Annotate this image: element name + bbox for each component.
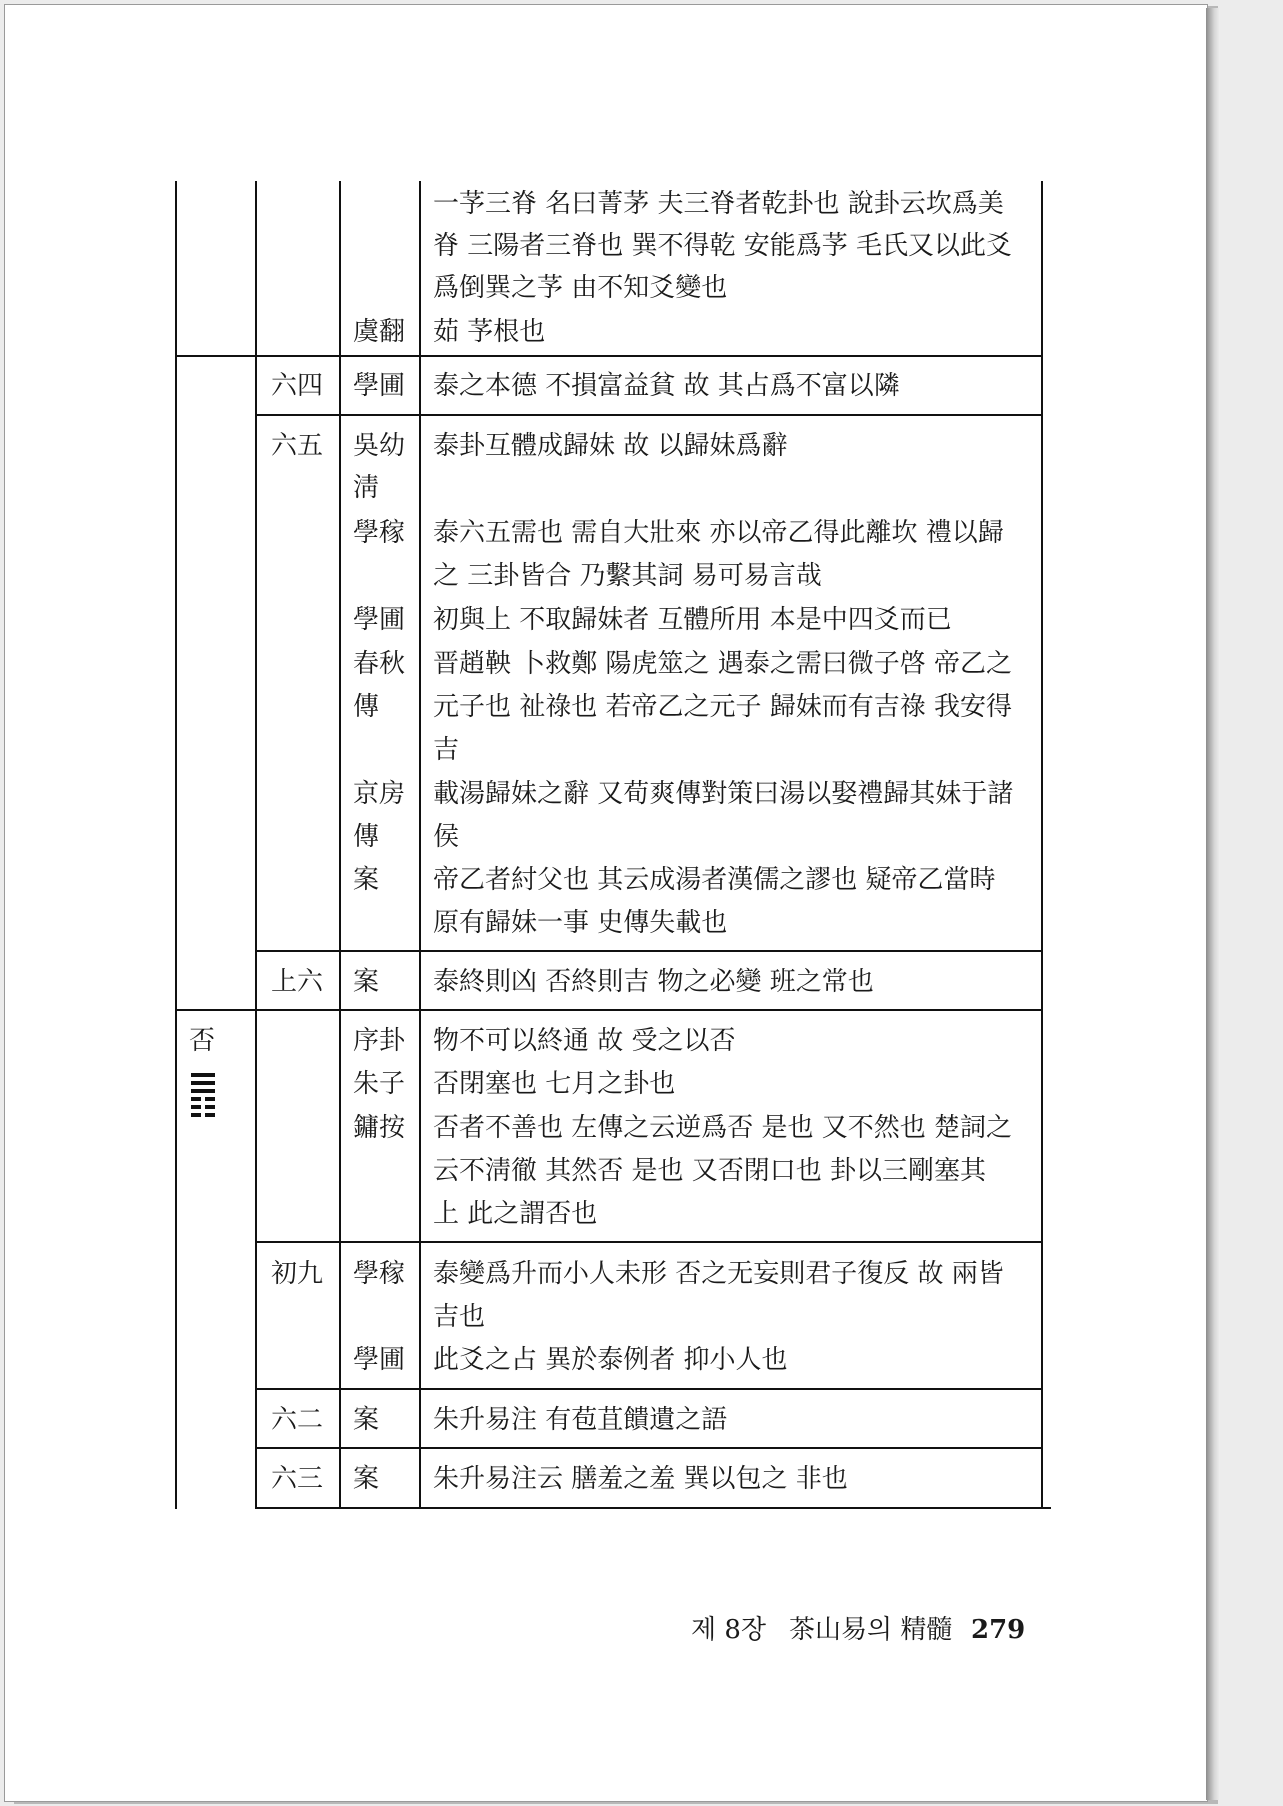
text-line: 泰終則凶 否終則吉 物之必變 班之常也 <box>433 967 874 997</box>
table-border-right <box>1041 181 1043 1509</box>
text-line: 泰卦互體成歸妹 故 以歸妹爲辭 <box>433 431 788 461</box>
yao-label: 上六 <box>271 967 324 997</box>
text-line: 吉也 <box>433 1302 486 1332</box>
text-line: 原有歸妹一事 史傳失載也 <box>433 908 728 938</box>
text-line: 云不淸徹 其然否 是也 又否閉口也 卦以三剛塞其 <box>433 1156 987 1186</box>
text-line: 物不可以終通 故 受之以否 <box>433 1026 736 1056</box>
source-label: 春秋 <box>353 649 406 679</box>
text-line: 晋趙鞅 卜救鄭 陽虎筮之 遇泰之需曰微子啓 帝乙之 <box>433 649 1013 679</box>
text-line: 泰之本德 不損富益貧 故 其占爲不富以隣 <box>433 371 900 401</box>
source-label: 學稼 <box>353 518 406 548</box>
row-divider <box>255 1388 1043 1390</box>
source-label: 學圃 <box>353 371 406 401</box>
text-line: 朱升易注 有苞苴饋遺之語 <box>433 1405 728 1435</box>
book-page <box>4 4 1208 1802</box>
text-line: 侯 <box>433 822 460 852</box>
row-divider <box>255 1447 1043 1449</box>
yao-label: 六四 <box>271 371 324 401</box>
source-label: 虞翻 <box>353 317 406 347</box>
yao-label: 六五 <box>271 431 324 461</box>
text-line: 泰變爲升而小人未形 否之无妄則君子復反 故 兩皆 <box>433 1259 1004 1289</box>
text-line: 否者不善也 左傳之云逆爲否 是也 又不然也 楚詞之 <box>433 1113 1013 1143</box>
source-label: 朱子 <box>353 1069 406 1099</box>
hexagram-icon <box>191 1073 215 1121</box>
table-divider-source <box>339 181 341 1509</box>
text-line: 脊 三陽者三脊也 巽不得乾 安能爲芧 毛氏又以此爻 <box>433 231 1013 261</box>
source-label: 案 <box>353 967 380 997</box>
text-line: 初與上 不取歸妹者 互體所用 本是中四爻而已 <box>433 605 952 635</box>
text-line: 一芧三脊 名曰菁茅 夫三脊者乾卦也 說卦云坎爲美 <box>433 189 1004 219</box>
text-line: 爲倒巽之芧 由不知爻變也 <box>433 273 728 303</box>
text-line: 茹 芧根也 <box>433 317 546 347</box>
text-line: 朱升易注云 膳羞之羞 巽以包之 非也 <box>433 1464 848 1494</box>
source-label: 鏞按 <box>353 1113 406 1143</box>
text-line: 帝乙者紂父也 其云成湯者漢儒之謬也 疑帝乙當時 <box>433 865 996 895</box>
text-line: 載湯歸妹之辭 又荀爽傳對策曰湯以娶禮歸其妹于諸 <box>433 779 1014 809</box>
row-divider <box>255 1241 1043 1243</box>
text-line: 泰六五需也 需自大壯來 亦以帝乙得此離坎 禮以歸 <box>433 518 1004 548</box>
source-label: 案 <box>353 865 380 895</box>
page-number: 279 <box>971 1615 1026 1645</box>
text-line: 否閉塞也 七月之卦也 <box>433 1069 676 1099</box>
chapter-title: 茶山易의 精髓 <box>789 1615 953 1645</box>
table-divider-yao <box>255 181 257 1509</box>
text-line: 上 此之謂否也 <box>433 1199 598 1229</box>
text-line: 此爻之占 異於泰例者 抑小人也 <box>433 1345 788 1375</box>
source-label: 學圃 <box>353 1345 406 1375</box>
page-edge <box>1206 8 1220 1800</box>
source-label: 學圃 <box>353 605 406 635</box>
text-line: 吉 <box>433 735 460 765</box>
table-border-left <box>175 181 177 1509</box>
source-label: 吳幼 <box>353 431 406 461</box>
source-label: 序卦 <box>353 1026 406 1056</box>
table-border-bottom <box>255 1507 1051 1509</box>
row-divider <box>255 950 1043 952</box>
yao-label: 六二 <box>271 1405 324 1435</box>
row-divider <box>175 1009 1043 1011</box>
source-label: 案 <box>353 1405 380 1435</box>
source-label: 京房 <box>353 779 406 809</box>
text-line: 元子也 祉祿也 若帝乙之元子 歸妹而有吉祿 我安得 <box>433 692 1013 722</box>
row-divider <box>175 355 1043 357</box>
text-line: 之 三卦皆合 乃繫其詞 易可易言哉 <box>433 561 822 591</box>
yao-label: 六三 <box>271 1464 324 1494</box>
chapter-label: 제 8장 <box>691 1615 767 1645</box>
table-divider-text <box>419 181 421 1509</box>
row-divider <box>255 414 1043 416</box>
source-label: 淸 <box>353 473 380 503</box>
gua-name: 否 <box>189 1026 216 1056</box>
yao-label: 初九 <box>271 1259 324 1289</box>
source-label: 傳 <box>353 692 380 722</box>
source-label: 學稼 <box>353 1259 406 1289</box>
source-label: 案 <box>353 1464 380 1494</box>
source-label: 傳 <box>353 822 380 852</box>
